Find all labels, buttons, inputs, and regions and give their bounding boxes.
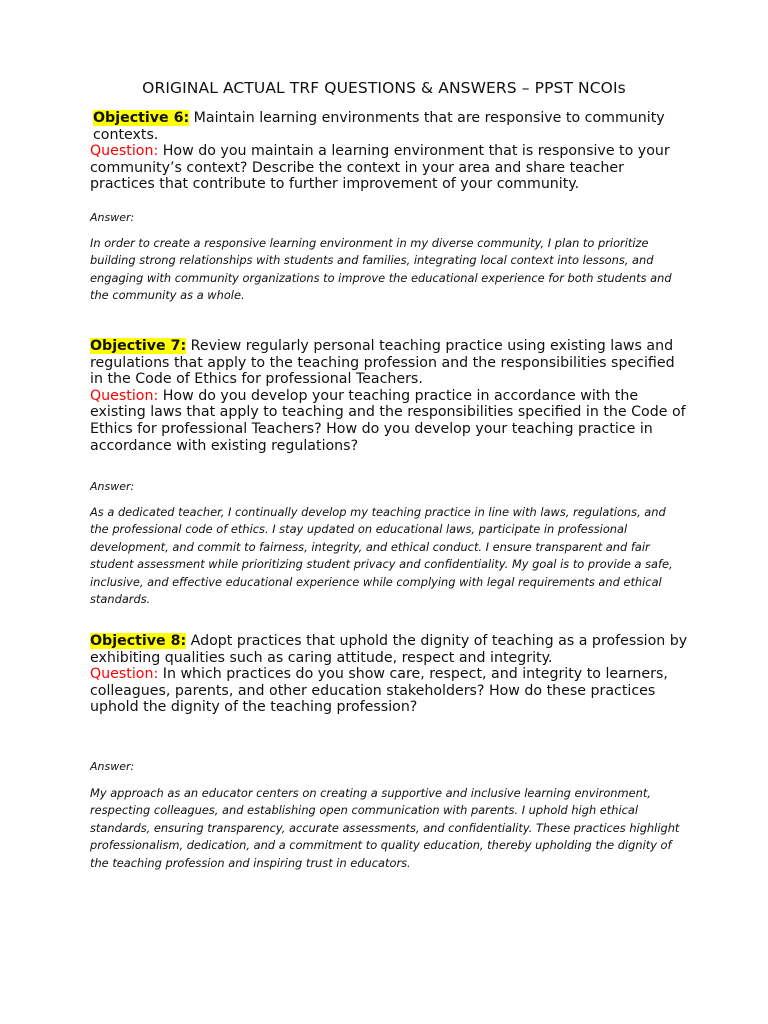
objective-8-line [90,633,690,666]
answer-7-text: As a dedicated teacher, I continually develop my teaching practice in line with laws, regulations, and the professional code of ethics. I stay updated on educational laws, participate in professional development, and commit to fairness, integrity, and ethical conduct. I ensure transparent and fair student assessment while prioritizing student privacy and confidentiality. My goal is to provide a safe, inclusive, and effective educational experience while complying with legal requirements and ethical standards. [90,505,673,607]
question-6-text: How do you maintain a learning environment that is responsive to your community’s context? Describe the context in your area and share teacher practices that contribute to further improvement of your community. [90,143,670,193]
question-6-line [90,143,690,193]
objective-7-line [90,338,690,388]
objective-8-block [90,633,690,716]
question-8-text: In which practices do you show care, respect, and integrity to learners, colleagues, parents, and other education stakeholders? How do these practices uphold the dignity of the teaching profession? [90,666,668,716]
objective-7-text: Review regularly personal teaching practice using existing laws and regulations that apply to the teaching profession and the responsibilities specified in the Code of Ethics for professional Teachers. [90,338,675,388]
objective-8-text: Adopt practices that uphold the dignity of teaching as a profession by exhibiting qualities such as caring attitude, respect and integrity. [90,633,688,666]
objective-6-line [90,110,690,143]
question-7-text: How do you develop your teaching practice in accordance with the existing laws that apply to teaching and the responsibilities specified in the Code of Ethics for professional Teachers? How do you develop your teaching practice in accordance with existing regulations? [90,387,686,454]
question-8-line [90,666,690,716]
question-7-label: Question: [90,387,159,404]
answer-6-label: Answer: [90,211,135,224]
answer-8-text: My approach as an educator centers on creating a supportive and inclusive learning environment, respecting colleagues, and establishing open communication with parents. I uphold high ethical standards, ensuring transparency, accurate assessments, and confidentiality. These practices highlight professionalism, dedication, and a commitment to quality education, thereby upholding the dignity of the teaching profession and inspiring trust in educators. [90,786,680,870]
answer-6-text: In order to create a responsive learning environment in my diverse community, I plan to prioritize building strong relationships with students and families, integrating local context into lessons, and engaging with community organizations to improve the educational experience for both students and the community as a whole. [90,236,672,303]
answer-7-label: Answer: [90,480,135,493]
objective-7-label: Objective 7: [90,338,187,354]
objective-6-block [90,110,690,193]
objective-6-text: Maintain learning environments that are responsive to community contexts. [93,110,665,143]
question-7-line [90,388,690,454]
document-title: ORIGINAL ACTUAL TRF QUESTIONS & ANSWERS – PPST NCOIs [142,79,626,97]
question-8-label: Question: [90,666,159,683]
objective-7-block [90,338,690,454]
question-6-label: Question: [90,143,159,160]
objective-6-label: Objective 6: [93,110,190,126]
objective-8-label: Objective 8: [90,633,187,649]
answer-8-label: Answer: [90,760,135,773]
